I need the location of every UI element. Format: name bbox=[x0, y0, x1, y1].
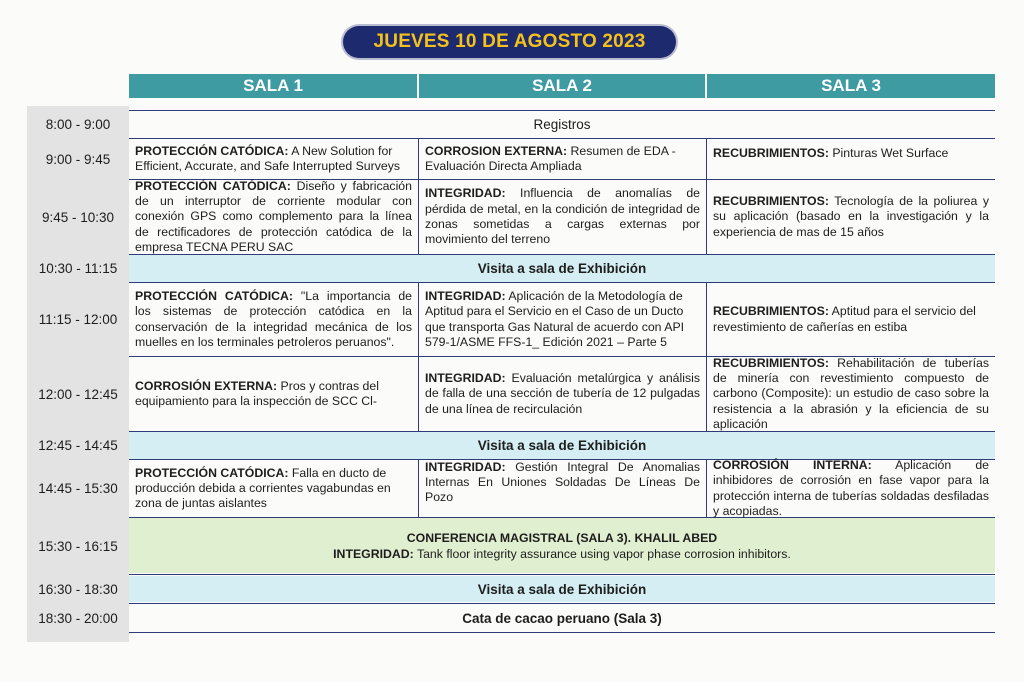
registros-row: Registros bbox=[533, 117, 591, 132]
time-slot: 9:45 - 10:30 bbox=[41, 209, 115, 225]
header-sala-2: SALA 2 bbox=[419, 74, 705, 98]
session-text: "La importancia de los sistemas de protección catódica en la conservación de la integridad mecánica de los muelles en los terminales petroleros peruanos". bbox=[135, 288, 412, 349]
visita-row-2: Visita a sala de Exhibición bbox=[129, 432, 995, 459]
time-slot: 15:30 - 16:15 bbox=[38, 538, 118, 554]
row-line bbox=[129, 110, 995, 111]
session-topic: PROTECCIÓN CATÓDICA: bbox=[135, 178, 291, 193]
session-text: Tecnología de la poliurea y su aplicación (basado en la investigación y la experiencia de mas de 15 años bbox=[713, 194, 989, 239]
session-cell bbox=[129, 283, 418, 356]
session-cell bbox=[707, 283, 995, 356]
session-text: Rehabilitación de tuberías de minería con revestimiento compuesto de carbono (Composite): un estudio de caso sobre la resistencia a la abrasión y la eficiencia de su aplicación bbox=[713, 355, 989, 431]
session-cell bbox=[129, 180, 418, 254]
session-cell bbox=[707, 139, 995, 169]
session-cell bbox=[419, 180, 706, 254]
session-topic: INTEGRIDAD: bbox=[425, 371, 506, 386]
session-text: Diseño y fabricación de un interruptor de corriente modular con conexión GPS como complemento para la línea de rectificadores de protección catódica de la empresa TECNA PERU SAC bbox=[135, 178, 412, 254]
session-text: Influencia de anomalías de pérdida de metal, en la condición de integridad de zonas sometidas a cargas externas por movimiento del terreno bbox=[425, 186, 700, 247]
session-text: Falla en ducto de producción debida a corrientes vagabundas en zona de juntas aislantes bbox=[135, 465, 391, 511]
visita-row-3: Visita a sala de Exhibición bbox=[129, 576, 995, 602]
conference-title: CONFERENCIA MAGISTRAL (SALA 3). KHALIL ABED bbox=[406, 530, 718, 545]
session-topic: RECUBRIMIENTOS: bbox=[713, 146, 829, 161]
session-cell bbox=[419, 139, 706, 179]
row-line bbox=[129, 632, 995, 633]
session-cell bbox=[129, 139, 418, 179]
cata-row: Cata de cacao peruano (Sala 3) bbox=[462, 611, 662, 626]
session-topic: PROTECCIÓN CATÓDICA: bbox=[135, 465, 289, 480]
time-slot: 10:30 - 11:15 bbox=[38, 261, 118, 276]
time-slot: 18:30 - 20:00 bbox=[38, 611, 118, 626]
session-topic: INTEGRIDAD: bbox=[425, 186, 506, 201]
row-line bbox=[129, 574, 995, 575]
conference-topic: INTEGRIDAD: bbox=[333, 546, 414, 561]
session-cell bbox=[129, 357, 418, 431]
session-text: Aplicación de inhibidores de corrosión en fase vapor para la protección interna de tuberías soldadas desfiladas y acopiadas. bbox=[713, 457, 989, 518]
session-cell bbox=[419, 357, 706, 431]
conference-row bbox=[129, 518, 995, 573]
session-cell bbox=[129, 460, 418, 517]
session-cell bbox=[419, 283, 706, 356]
session-topic: PROTECCIÓN CATÓDICA: bbox=[135, 288, 293, 303]
session-text: Aptitud para el servicio del revestimiento de cañerías en estiba bbox=[713, 304, 976, 334]
time-slot: 12:45 - 14:45 bbox=[38, 438, 118, 453]
session-topic: CORROSION EXTERNA: bbox=[425, 143, 568, 158]
session-topic: INTEGRIDAD: bbox=[425, 459, 506, 474]
session-text: A New Solution for Efficient, Accurate, and Safe Interrupted Surveys bbox=[135, 143, 400, 173]
session-topic: PROTECCIÓN CATÓDICA: bbox=[135, 143, 289, 158]
session-topic: RECUBRIMIENTOS: bbox=[713, 304, 829, 319]
time-slot: 9:00 - 9:45 bbox=[45, 151, 111, 167]
session-topic: INTEGRIDAD: bbox=[425, 288, 506, 303]
session-topic: RECUBRIMIENTOS: bbox=[713, 355, 829, 370]
session-topic: RECUBRIMIENTOS: bbox=[713, 194, 829, 209]
session-text: Gestión Integral De Anomalias Internas En Uniones Soldadas De Líneas De Pozo bbox=[425, 459, 700, 505]
header-sala-3: SALA 3 bbox=[707, 74, 995, 98]
session-cell bbox=[419, 460, 706, 505]
time-slot: 12:00 - 12:45 bbox=[38, 386, 118, 402]
session-text: Aplicación de la Metodología de Aptitud para el Servicio en el Caso de un Ducto que transporta Gas Natural de acuerdo con API 579-1/ASME FFS-1_ Edición 2021 – Parte 5 bbox=[425, 288, 685, 349]
session-text: Resumen de EDA - Evaluación Directa Ampliada bbox=[425, 143, 676, 173]
time-slot: 11:15 - 12:00 bbox=[38, 312, 118, 327]
session-text: Evaluación metalúrgica y análisis de falla de una sección de tubería de 12 pulgadas de una línea de recirculación bbox=[425, 371, 700, 416]
row-line bbox=[129, 603, 995, 604]
session-text: Pros y contras del equipamiento para la inspección de SCC Cl- bbox=[135, 378, 379, 408]
session-cell bbox=[707, 457, 995, 518]
conference-subtitle bbox=[333, 546, 791, 562]
conference-text: Tank floor integrity assurance using vapor phase corrosion inhibitors. bbox=[413, 546, 791, 561]
time-slot: 14:45 - 15:30 bbox=[38, 481, 118, 496]
session-cell bbox=[707, 180, 995, 254]
page-title: JUEVES 10 DE AGOSTO 2023 bbox=[343, 26, 676, 58]
time-slot: 8:00 - 9:00 bbox=[45, 117, 111, 132]
session-topic: CORROSIÓN EXTERNA: bbox=[135, 378, 278, 393]
session-text: Pinturas Wet Surface bbox=[828, 146, 949, 161]
session-topic: CORROSIÓN INTERNA: bbox=[713, 457, 872, 472]
visita-row-1: Visita a sala de Exhibición bbox=[129, 255, 995, 282]
session-cell bbox=[707, 357, 995, 431]
time-slot: 16:30 - 18:30 bbox=[38, 581, 118, 597]
header-sala-1: SALA 1 bbox=[129, 74, 417, 98]
